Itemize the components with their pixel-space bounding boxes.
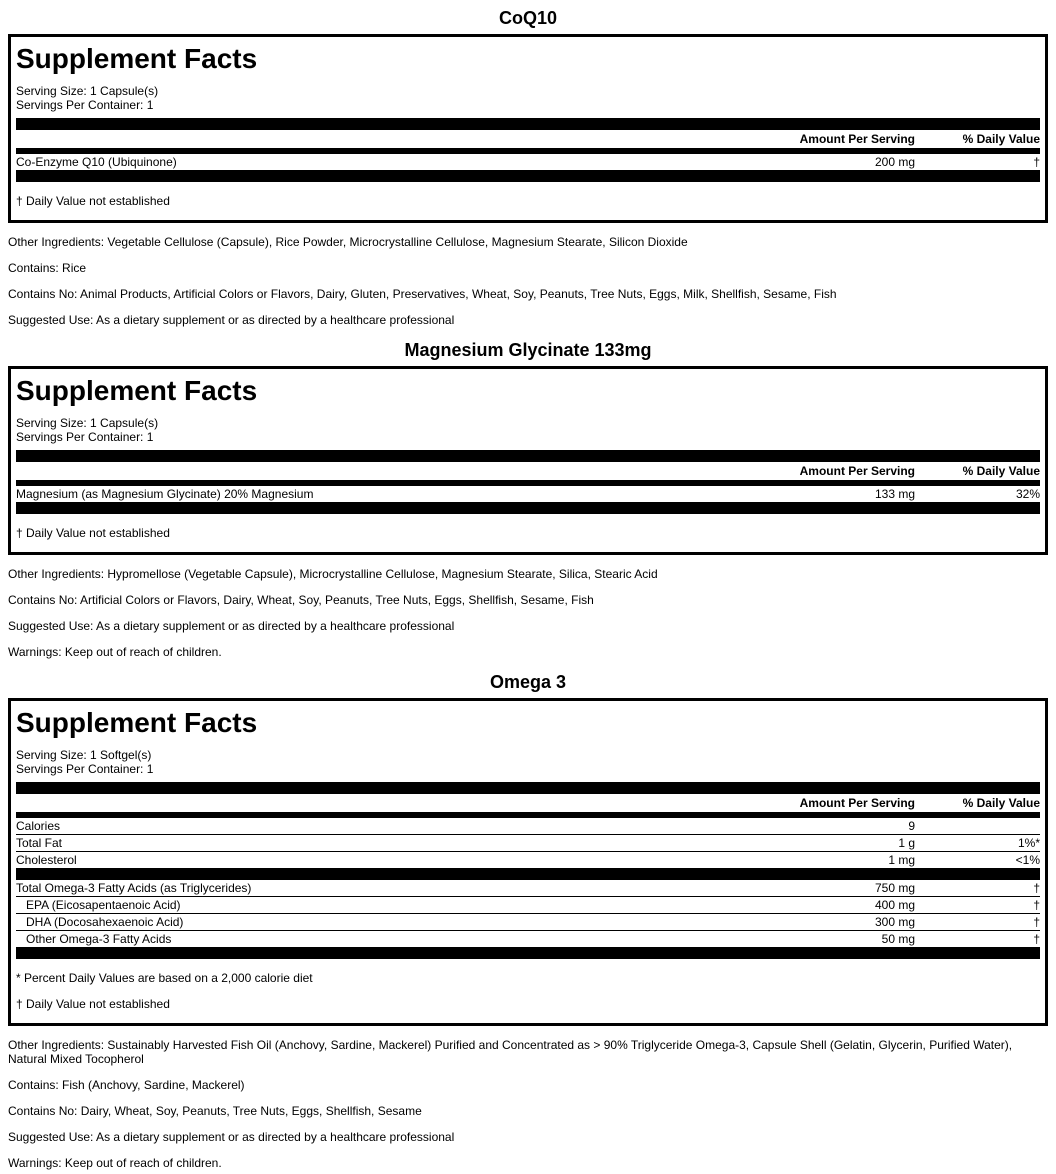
column-header-row: [16, 462, 1040, 480]
product-title: CoQ10: [498, 8, 558, 28]
serving-info: [16, 84, 1040, 112]
contains-no: Contains No: Artificial Colors or Flavors, Dairy, Wheat, Soy, Peanuts, Tree Nuts, Eggs, Shellfish, Sesame, Fish: [8, 593, 594, 607]
contains-no: Contains No: Dairy, Wheat, Soy, Peanuts, Tree Nuts, Eggs, Shellfish, Sesame: [8, 1104, 422, 1118]
serving-info: [16, 416, 1040, 444]
amount-header: Amount Per Serving: [799, 796, 915, 810]
serving-size: Serving Size: 1 Capsule(s): [16, 84, 159, 98]
divider-thick: [16, 450, 1040, 462]
column-header-row: [16, 794, 1040, 812]
product-section-coq10: [8, 0, 1048, 327]
nutrient-row: [16, 818, 1040, 835]
nutrient-row: [16, 880, 1040, 897]
nutrient-amount: 1 g: [898, 836, 915, 850]
nutrient-amount: 300 mg: [874, 915, 915, 929]
dv-header: % Daily Value: [962, 132, 1040, 146]
nutrient-name: Total Omega-3 Fatty Acids (as Triglycerides): [16, 881, 252, 895]
product-title: Magnesium Glycinate 133mg: [404, 340, 652, 360]
amount-header: Amount Per Serving: [799, 132, 915, 146]
suggested-use: Suggested Use: As a dietary supplement or as directed by a healthcare professional: [8, 313, 455, 327]
other-ingredients: Other Ingredients: Sustainably Harvested Fish Oil (Anchovy, Sardine, Mackerel) Purified and Concentrated as > 90% Triglyceride Omega-3, Capsule Shell (Gelatin, Glycerin, Purified Water), Natural Mixed Tocopherol: [8, 1038, 1013, 1066]
product-section-omega3: [8, 671, 1048, 1170]
servings-per-container: Servings Per Container: 1: [16, 98, 154, 112]
nutrient-dv: †: [1033, 915, 1040, 929]
nutrient-name: Cholesterol: [16, 853, 77, 867]
serving-size: Serving Size: 1 Softgel(s): [16, 748, 152, 762]
divider-thick: [16, 782, 1040, 794]
nutrient-name: Magnesium (as Magnesium Glycinate) 20% Magnesium: [16, 487, 314, 501]
nutrient-name: Total Fat: [16, 836, 63, 850]
nutrient-amount: 200 mg: [874, 155, 915, 169]
product-title: Omega 3: [489, 672, 567, 692]
product-info: [8, 223, 1048, 327]
product-info: [8, 1026, 1048, 1170]
contains: Contains: Rice: [8, 261, 87, 275]
nutrient-dv: †: [1033, 881, 1040, 895]
nutrient-name: DHA (Docosahexaenoic Acid): [26, 915, 184, 929]
nutrient-row: [16, 914, 1040, 931]
other-ingredients: Other Ingredients: Vegetable Cellulose (Capsule), Rice Powder, Microcrystalline Cellulose, Magnesium Stearate, Silicon Dioxide: [8, 235, 688, 249]
serving-info: [16, 748, 1040, 776]
product-info: [8, 555, 1048, 659]
nutrient-amount: 50 mg: [881, 932, 915, 946]
nutrient-amount: 400 mg: [874, 898, 915, 912]
contains-no: Contains No: Animal Products, Artificial Colors or Flavors, Dairy, Gluten, Preservatives, Wheat, Soy, Peanuts, Tree Nuts, Eggs, Milk, Shellfish, Sesame, Fish: [8, 287, 837, 301]
footnote-dagger: † Daily Value not established: [16, 526, 170, 540]
nutrient-dv: 32%: [1015, 487, 1040, 501]
suggested-use: Suggested Use: As a dietary supplement or as directed by a healthcare professional: [8, 1130, 455, 1144]
nutrient-amount: 9: [908, 819, 915, 833]
nutrient-row: [16, 154, 1040, 170]
other-ingredients: Other Ingredients: Hypromellose (Vegetable Capsule), Microcrystalline Cellulose, Magnesium Stearate, Silica, Stearic Acid: [8, 567, 658, 581]
footnote-asterisk: * Percent Daily Values are based on a 2,000 calorie diet: [16, 971, 313, 985]
facts-heading: Supplement Facts: [16, 707, 258, 738]
nutrient-name: EPA (Eicosapentaenoic Acid): [26, 898, 181, 912]
supplement-facts-panel: [8, 34, 1048, 223]
supplement-facts-panel: [8, 698, 1048, 1026]
nutrient-name: Other Omega-3 Fatty Acids: [26, 932, 172, 946]
nutrient-dv: †: [1033, 155, 1040, 169]
supplement-facts-panel: [8, 366, 1048, 555]
footnotes: [16, 514, 1040, 552]
column-header-row: [16, 130, 1040, 148]
facts-heading: Supplement Facts: [16, 43, 258, 74]
dv-header: % Daily Value: [962, 796, 1040, 810]
divider-thick: [16, 868, 1040, 880]
footnote-dagger: † Daily Value not established: [16, 194, 170, 208]
product-section-magnesium: [8, 339, 1048, 659]
nutrient-row: [16, 835, 1040, 852]
dv-header: % Daily Value: [962, 464, 1040, 478]
warnings: Warnings: Keep out of reach of children.: [8, 645, 222, 659]
nutrient-dv: 1%*: [1017, 836, 1040, 850]
nutrient-name: Co-Enzyme Q10 (Ubiquinone): [16, 155, 177, 169]
suggested-use: Suggested Use: As a dietary supplement or as directed by a healthcare professional: [8, 619, 455, 633]
servings-per-container: Servings Per Container: 1: [16, 762, 154, 776]
servings-per-container: Servings Per Container: 1: [16, 430, 154, 444]
footnote-dagger: † Daily Value not established: [16, 997, 170, 1011]
amount-header: Amount Per Serving: [799, 464, 915, 478]
contains: Contains: Fish (Anchovy, Sardine, Mackerel): [8, 1078, 245, 1092]
divider-thick: [16, 502, 1040, 514]
nutrient-row: [16, 852, 1040, 868]
nutrient-amount: 133 mg: [874, 487, 915, 501]
nutrient-amount: 1 mg: [888, 853, 915, 867]
warnings: Warnings: Keep out of reach of children.: [8, 1156, 222, 1170]
facts-heading: Supplement Facts: [16, 375, 258, 406]
nutrient-row: [16, 931, 1040, 947]
footnotes: [16, 182, 1040, 220]
divider-thick: [16, 118, 1040, 130]
serving-size: Serving Size: 1 Capsule(s): [16, 416, 159, 430]
divider-thick: [16, 170, 1040, 182]
nutrient-dv: †: [1033, 898, 1040, 912]
nutrient-row: [16, 486, 1040, 502]
nutrient-dv: <1%: [1015, 853, 1040, 867]
nutrient-amount: 750 mg: [874, 881, 915, 895]
divider-thick: [16, 947, 1040, 959]
nutrient-row: [16, 897, 1040, 914]
nutrient-name: Calories: [16, 819, 61, 833]
footnotes: [16, 959, 1040, 1023]
nutrient-dv: †: [1033, 932, 1040, 946]
